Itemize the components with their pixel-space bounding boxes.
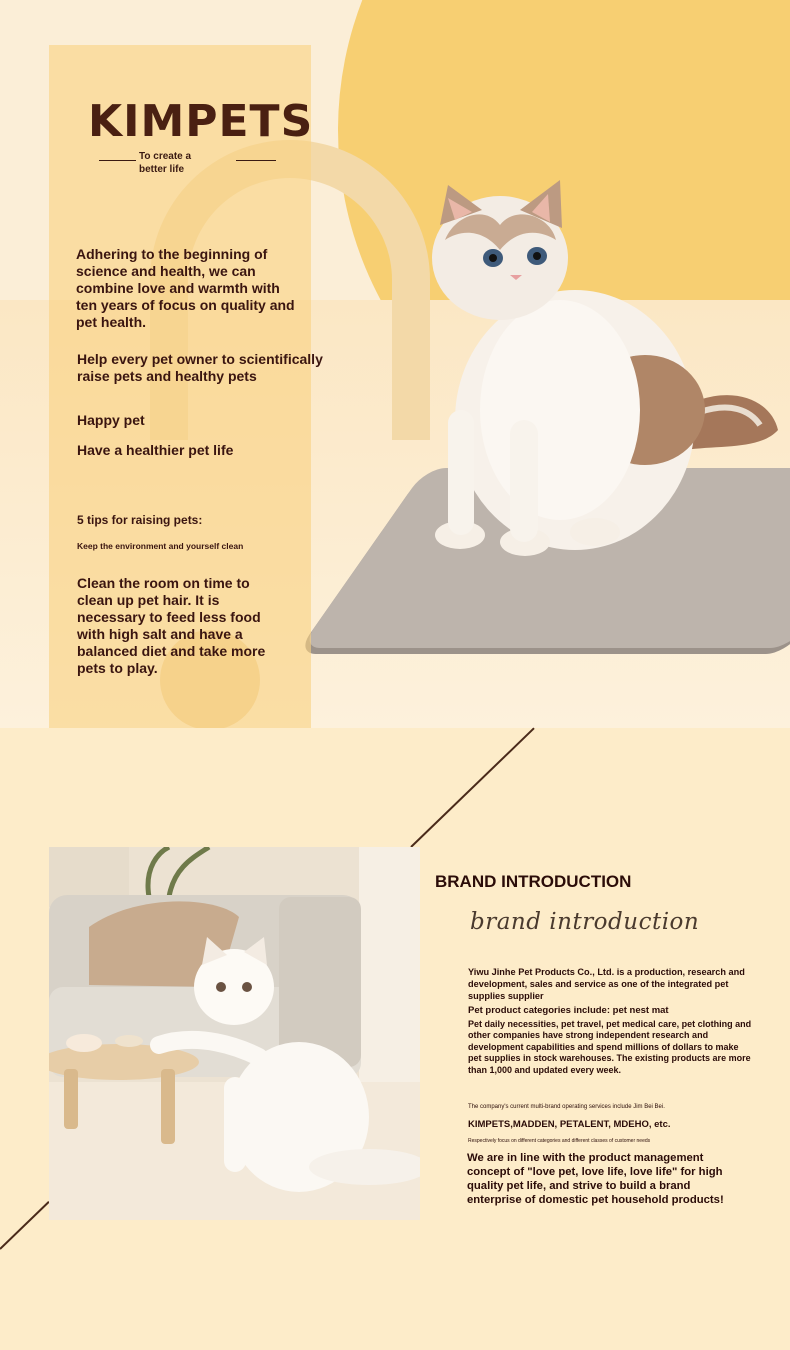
tagline-rule-left [99,160,136,161]
mission-statement: We are in line with the product management concept of "love pet, love life, love life" for high quality pet life, and strive to build a brand enterprise of domestic pet household products! [467,1152,724,1206]
brand-focus-note: Respectively focus on different categories and different classes of customer needs [468,1138,651,1144]
living-room-cat-image [49,847,420,1220]
tips-heading: 5 tips for raising pets: [77,513,203,527]
brand-logo: KIMPETS [88,96,314,147]
tagline [139,150,191,176]
tip-title: Keep the environment and yourself clean [77,541,244,551]
brand-section-title: BRAND INTRODUCTION [435,872,632,891]
tip-body: Clean the room on time to clean up pet hair. It is necessary to feed less food with high salt and have a balanced diet and take more pets to play. [77,575,266,676]
intro-paragraph: Adhering to the beginning of science and health, we can combine love and warmth with ten years of focus on quality and pet health. [76,246,295,330]
room-scene [49,847,420,1220]
happy-pet-line: Happy pet [77,412,145,428]
brand-script-subtitle: brand introduction [470,909,700,935]
product-categories: Pet product categories include: pet nest mat [468,1005,669,1016]
company-description: Yiwu Jinhe Pet Products Co., Ltd. is a production, research and development, sales and service as one of the integrated pet supplies supplier [468,967,745,1001]
tagline-line-1: To create a [139,151,192,162]
tagline-rule-right [236,160,276,161]
healthier-life-line: Have a healthier pet life [77,442,234,458]
divider-line-bottom [0,1201,50,1250]
sitting-cat-image [400,180,790,570]
tagline-line-2: better life [139,164,185,175]
brand-list: KIMPETS,MADDEN, PETALENT, MDEHO, etc. [468,1119,671,1130]
company-capabilities: Pet daily necessities, pet travel, pet medical care, pet clothing and other companies have strong independent research and development capabilities and spend millions of dollars to make pet supplies in stock warehouses. The existing products are more than 1,000 and updated every week. [468,1019,752,1075]
divider-line-top [410,727,534,847]
multi-brand-note: The company's current multi-brand operating services include Jim Bei Bei. [468,1104,665,1110]
help-paragraph: Help every pet owner to scientifically raise pets and healthy pets [77,351,323,384]
